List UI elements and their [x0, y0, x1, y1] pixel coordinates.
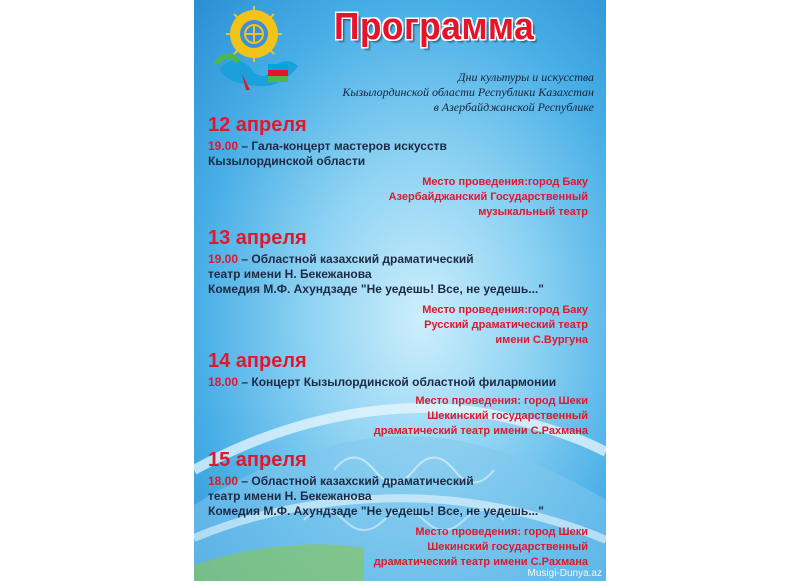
venue-block-4 [374, 525, 588, 570]
venue-block-3 [374, 394, 588, 439]
venue-line: Азербайджанский Государственный [388, 191, 588, 203]
venue-line: драматический театр имени С.Рахмана [373, 425, 588, 437]
event-line [208, 252, 544, 267]
program-day-3 [208, 350, 556, 390]
event-line: театр имени Н. Бекежанова [208, 489, 372, 503]
event-line: Кызылординской области [208, 154, 366, 168]
event-time: 19.00 [208, 252, 239, 266]
venue-block-1 [389, 175, 588, 220]
program-day-1 [208, 114, 447, 169]
subtitle-line: Дни культуры и искусства [457, 70, 594, 84]
program-poster [194, 0, 606, 581]
event-description: – Гала-концерт мастеров искусств [241, 139, 447, 153]
venue-line: Место проведения: город Шеки [415, 526, 588, 538]
festival-emblem-icon [208, 4, 300, 96]
event-description: – Областной казахский драматический [241, 474, 474, 488]
venue-line: Место проведения:город Баку [422, 176, 588, 188]
venue-line: музыкальный театр [478, 206, 588, 218]
event-line: Комедия М.Ф. Ахундзаде "Не уедешь! Все, не уедешь..." [208, 504, 544, 518]
subtitle-line: Кызылординской области Республики Казахстан [342, 85, 594, 99]
venue-line: имени С.Вургуна [495, 334, 588, 346]
event-description: – Концерт Кызылординской областной филармонии [241, 375, 557, 389]
program-title: Программа [334, 6, 535, 48]
program-day-4 [208, 449, 544, 519]
venue-line: Русский драматический театр [424, 319, 588, 331]
venue-line: Место проведения: город Шеки [415, 395, 588, 407]
event-subtitle [342, 70, 594, 115]
event-line: театр имени Н. Бекежанова [208, 267, 372, 281]
venue-line: Шекинский государственный [427, 541, 588, 553]
event-line [208, 375, 556, 390]
event-description: – Областной казахский драматический [241, 252, 474, 266]
day-date: 14 апреля [208, 350, 307, 372]
venue-line: Место проведения:город Баку [422, 304, 588, 316]
watermark: Musigi-Dunya.az [527, 568, 602, 579]
event-time: 18.00 [208, 375, 239, 389]
event-line [208, 474, 544, 489]
event-time: 19.00 [208, 139, 239, 153]
day-date: 13 апреля [208, 227, 307, 249]
event-time: 18.00 [208, 474, 239, 488]
day-date: 15 апреля [208, 449, 307, 471]
venue-line: Шекинский государственный [427, 410, 588, 422]
venue-block-2 [422, 303, 588, 348]
venue-line: драматический театр имени С.Рахмана [373, 556, 588, 568]
event-line: Комедия М.Ф. Ахундзаде "Не уедешь! Все, не уедешь..." [208, 282, 544, 296]
event-line [208, 139, 447, 154]
subtitle-line: в Азербайджанской Республике [433, 100, 594, 114]
day-date: 12 апреля [208, 114, 307, 136]
program-day-2 [208, 227, 544, 297]
